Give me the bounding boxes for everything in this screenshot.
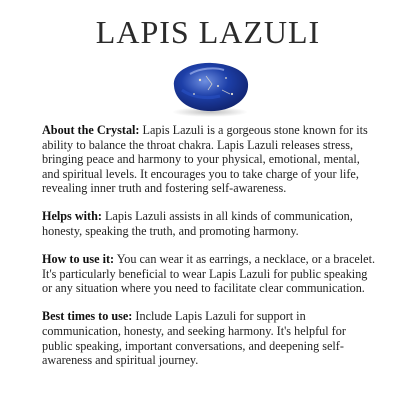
section-heading: Helps with: bbox=[42, 209, 102, 224]
description-content bbox=[42, 123, 378, 381]
page-title: LAPIS LAZULI bbox=[95, 14, 321, 50]
section-heading: How to use it: bbox=[42, 252, 115, 267]
section-best-times bbox=[42, 309, 378, 367]
section-heading: About the Crystal: bbox=[42, 123, 140, 137]
lapis-lazuli-stone-image bbox=[160, 56, 258, 118]
section-body: Lapis Lazuli is a gorgeous stone known for its ability to balance the throat chakra. Lapis Lazuli releases stress, bringing peace and harmony to your physical, emotional, mental, and spiritual levels. It encourages you to take charge of your life, revealing inner truth and fostering self-awareness. bbox=[42, 123, 368, 196]
section-body: Include Lapis Lazuli for support in communication, honesty, and seeking harmony. It's helpful for public speaking, important conversations, and deepening self-awareness and spiritual journey. bbox=[42, 309, 346, 368]
section-helps-with bbox=[42, 209, 378, 238]
section-heading: Best times to use: bbox=[42, 309, 133, 324]
section-body: You can wear it as earrings, a necklace, or a bracelet. It's particularly beneficial to wear Lapis Lazuli for public speaking or any situation where you need to facilitate clear communication. bbox=[42, 252, 376, 296]
section-body: Lapis Lazuli assists in all kinds of communication, honesty, speaking the truth, and promoting harmony. bbox=[42, 209, 353, 239]
section-about bbox=[42, 123, 378, 196]
section-how-to-use bbox=[42, 252, 378, 296]
